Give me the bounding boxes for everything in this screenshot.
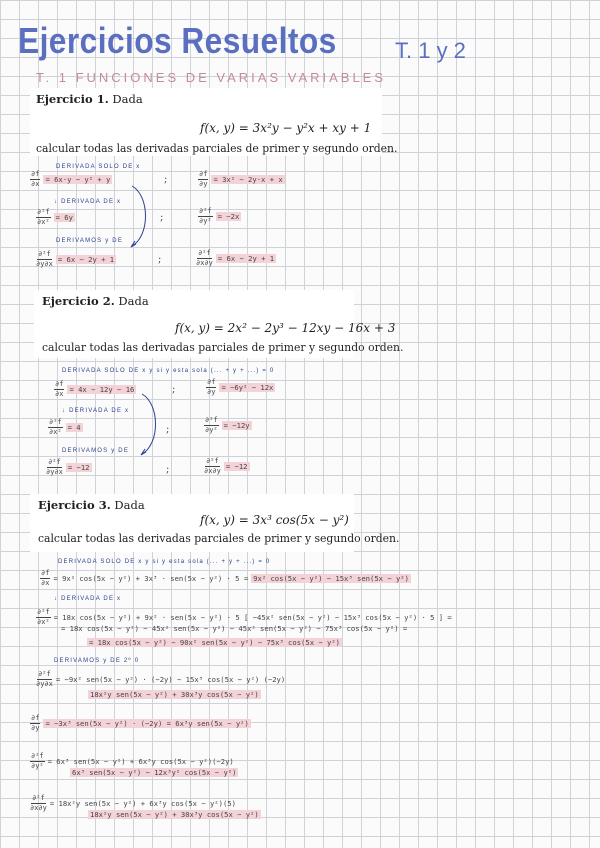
exercise-3-fxx-result: = 18x cos(5x − y²) − 90x² sen(5x − y²) − 75x³ cos(5x − y²) [89, 638, 340, 647]
exercise-3-note-1: DERIVADA SOLO DE x y si y esta sola (... + y + ...) = 0 [58, 559, 271, 565]
exercise-2-label: Ejercicio 2. Dada [42, 294, 149, 308]
exercise-2-note-2: ↓ DERIVADA DE x [62, 408, 130, 414]
exercise-1-fy: $\frac{\partial f}{\partial y}$ = 3x² − 2y·x + x [199, 170, 283, 188]
exercise-3-fx: $\frac{\partial f}{\partial x}$ = 9x² cos(5x − y²) + 3x³ · sen(5x − y²) · 5 = 9x² cos(5x − y²) − 15x³ sen(5x − y²) [41, 569, 409, 587]
exercise-2-fyy: $\frac{\text{∂²f}}{\text{∂y²}}$ = −12y [205, 416, 250, 434]
exercise-3-fxx: $\frac{\text{∂²f}}{\text{∂x²}}$ = 18x cos(5x − y²) + 9x² · sen(5x − y²) · 5 [ −45x² sen(5x − y²) − 15x³ cos(5x − y²) · 5 ] = [37, 608, 452, 626]
exercise-2-fy: $\frac{\partial f}{\partial y}$ = −6y² − 12x [207, 378, 274, 396]
exercise-1-label: Ejercicio 1. Dada [36, 92, 143, 106]
exercise-2-note-1: DERIVADA SOLO DE x y si y esta sola (... + y + ...) = 0 [62, 368, 275, 374]
exercise-1-note-2: ↓ DERIVADA DE x [54, 199, 122, 205]
exercise-3-fyx-result: 18x²y sen(5x − y²) + 30x³y cos(5x − y²) [90, 690, 259, 699]
exercise-3-note-2: ↓ DERIVADA DE x [54, 596, 122, 602]
separator: ; [172, 384, 176, 395]
exercise-1-fxx: $\frac{\text{∂²f}}{\text{∂x²}}$ = 6y [37, 208, 73, 226]
section-heading: T. 1 FUNCIONES DE VARIAS VARIABLES [36, 70, 387, 85]
exercise-3-fyx: $\frac{\text{∂²f}}{\partial y\partial x}$ = −9x² sen(5x − y²) · (−2y) − 15x³ cos(5x − y²) (−2y) [36, 670, 286, 688]
exercise-1-fx: $\frac{\partial f}{\partial x}$ = 6x·y − y² + y [31, 170, 111, 188]
exercise-2-formula: f(x, y) = 2x² − 2y³ − 12xy − 16x + 3 [175, 321, 396, 335]
exercise-3-label: Ejercicio 3. Dada [38, 498, 145, 512]
exercise-1-prompt: calcular todas las derivadas parciales de primer y segundo orden. [36, 142, 398, 155]
exercise-2-fxx: $\frac{\text{∂²f}}{\text{∂x²}}$ = 4 [49, 418, 81, 436]
exercise-2-fxy: $\frac{\text{∂²f}}{\partial x\partial y}$ = −12 [204, 457, 248, 475]
exercise-2-note-3: DERIVAMOS y DE [62, 448, 130, 454]
exercise-2-fyx: $\frac{\text{∂²f}}{\partial y\partial x}$ = −12 [46, 458, 90, 476]
exercise-3-fxy: $\frac{\text{∂²f}}{\partial x\partial y}$ = 18x²y sen(5x − y²) + 6x³y cos(5x − y²)(5) [30, 794, 236, 812]
exercise-1-note-3: DERIVAMOS y DE [56, 238, 124, 244]
separator: ; [160, 212, 164, 223]
exercise-2-fx: $\frac{\partial f}{\partial x}$ = 4x − 12y − 16 [55, 380, 135, 398]
separator: ; [166, 424, 170, 435]
exercise-3-note-3: DERIVAMOS y DE 2º 0 [54, 658, 140, 664]
exercise-2-bracket-arrow [138, 392, 162, 458]
exercise-1-fyx: $\frac{\text{∂²f}}{\partial y\partial x}$ = 6x − 2y + 1 [36, 250, 115, 268]
exercise-1-fyy: $\frac{\text{∂²f}}{\text{∂y²}}$ = −2x [199, 207, 240, 225]
exercise-1-note-1: DERIVADA SOLO DE x [56, 164, 141, 170]
exercise-3-fy: $\frac{\partial f}{\partial y}$ = −3x³ sen(5x − y²) · (−2y) = 6x³y sen(5x − y²) [31, 714, 249, 732]
exercise-2-prompt: calcular todas las derivadas parciales de primer y segundo orden. [42, 341, 404, 354]
separator: ; [164, 174, 168, 185]
exercise-1-formula: f(x, y) = 3x²y − y²x + xy + 1 [200, 121, 372, 135]
exercise-1-fxy: $\frac{\text{∂²f}}{\partial x\partial y}$ = 6x − 2y + 1 [196, 249, 275, 267]
exercise-3-formula: f(x, y) = 3x³ cos(5x − y²) [200, 513, 349, 527]
exercise-3-prompt: calcular todas las derivadas parciales de primer y segundo orden. [38, 532, 400, 545]
exercise-3-fyy: $\frac{\text{∂²f}}{\text{∂y²}}$ = 6x³ sen(5x − y²) + 6x³y cos(5x − y²)(−2y) [31, 752, 234, 770]
exercise-3-fxy-result: 18x²y sen(5x − y²) + 30x³y cos(5x − y²) [90, 810, 259, 819]
separator: ; [166, 464, 170, 475]
exercise-1-bracket-arrow [128, 184, 152, 250]
separator: ; [158, 254, 162, 265]
exercise-3-fxx-line-2: = 18x cos(5x − y²) − 45x² sen(5x − y²) − 45x² sen(5x − y²) − 75x³ cos(5x − y²) = [61, 624, 408, 633]
exercise-3-fyy-result: 6x³ sen(5x − y²) − 12x³y² cos(5x − y²) [72, 768, 237, 777]
page-subtitle: T. 1 y 2 [395, 38, 466, 63]
page-title: Ejercicios Resueltos [18, 20, 337, 61]
